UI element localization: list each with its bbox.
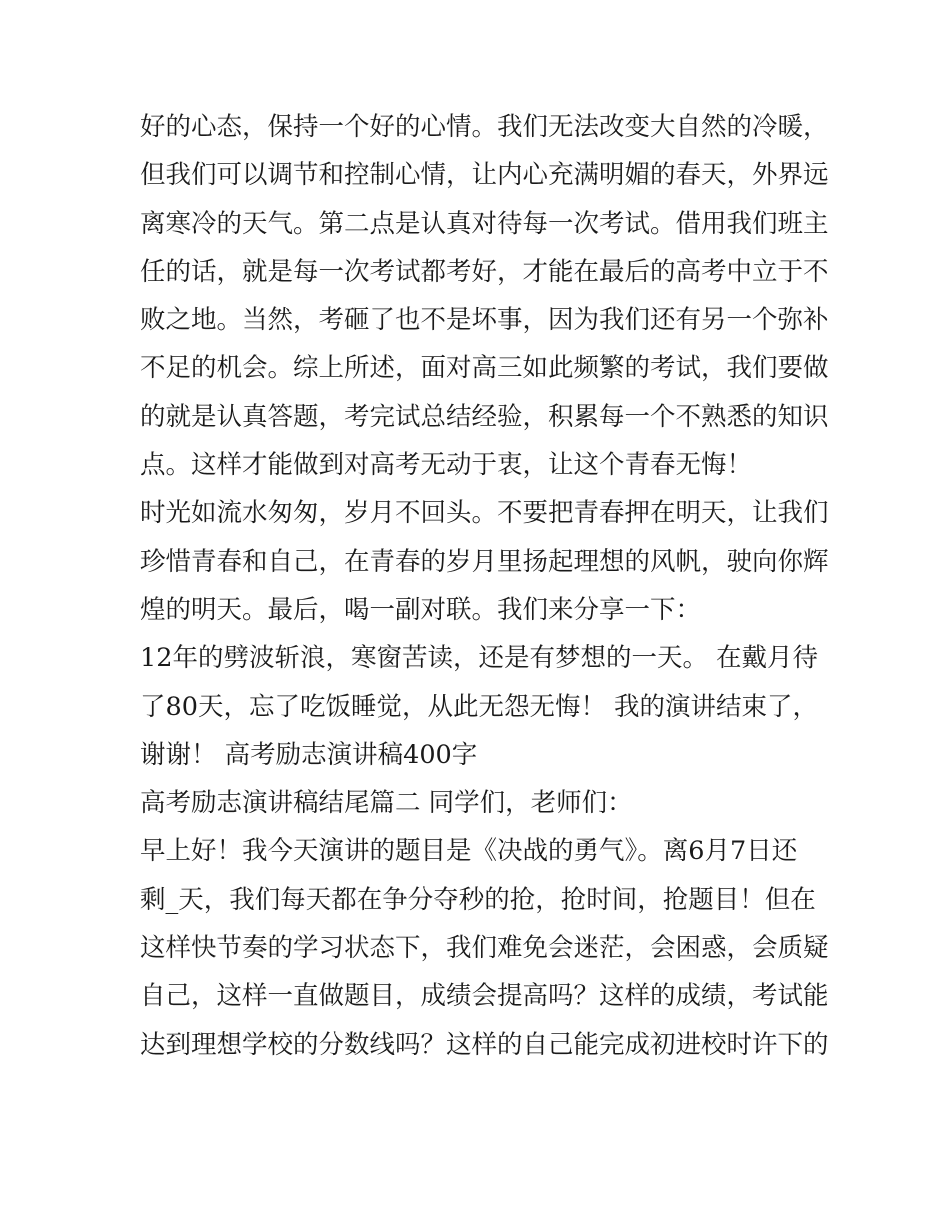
- text-line: 好的心态，保持一个好的心情。我们无法改变大自然的冷暖，: [140, 112, 829, 142]
- text-line: 这样快节奏的学习状态下，我们难免会迷茫，会困惑，会质疑: [140, 933, 829, 964]
- text-line: 谢谢！ 高考励志演讲稿400字: [140, 739, 478, 770]
- text-line: 点。这样才能做到对高考无动于衷，让这个青春无悔！: [140, 450, 753, 481]
- text-line: 煌的明天。最后，喝一副对联。我们来分享一下：: [140, 594, 702, 625]
- body-text: [140, 103, 829, 1069]
- text-line: 剩_天，我们每天都在争分夺秒的抢，抢时间，抢题目！但在: [140, 884, 816, 915]
- text-line: 时光如流水匆匆，岁月不回头。不要把青春押在明天，让我们: [140, 498, 829, 529]
- text-line: 但我们可以调节和控制心情，让内心充满明媚的春天，外界远: [140, 160, 829, 191]
- text-line: 12年的劈波斩浪，寒窗苦读，还是有梦想的一天。 在戴月待: [140, 643, 819, 674]
- text-line: 的就是认真答题，考完试总结经验，积累每一个不熟悉的知识: [140, 401, 829, 432]
- text-line: 达到理想学校的分数线吗？这样的自己能完成初进校时许下的: [140, 1029, 829, 1060]
- text-line: 自己，这样一直做题目，成绩会提高吗？这样的成绩，考试能: [140, 981, 829, 1012]
- text-line: 高考励志演讲稿结尾篇二 同学们，老师们：: [140, 788, 633, 819]
- text-line: 早上好！我今天演讲的题目是《决战的勇气》。离6月7日还: [140, 836, 798, 867]
- text-line: 离寒冷的天气。第二点是认真对待每一次考试。借用我们班主: [140, 208, 829, 239]
- text-line: 不足的机会。综上所述，面对高三如此频繁的考试，我们要做: [140, 353, 829, 384]
- text-line: 了80天，忘了吃饭睡觉，从此无怨无悔！ 我的演讲结束了，: [140, 691, 819, 722]
- text-line: 任的话，就是每一次考试都考好，才能在最后的高考中立于不: [140, 256, 829, 287]
- text-line: 珍惜青春和自己，在青春的岁月里扬起理想的风帆，驶向你辉: [140, 546, 829, 577]
- text-line: 败之地。当然，考砸了也不是坏事，因为我们还有另一个弥补: [140, 305, 829, 336]
